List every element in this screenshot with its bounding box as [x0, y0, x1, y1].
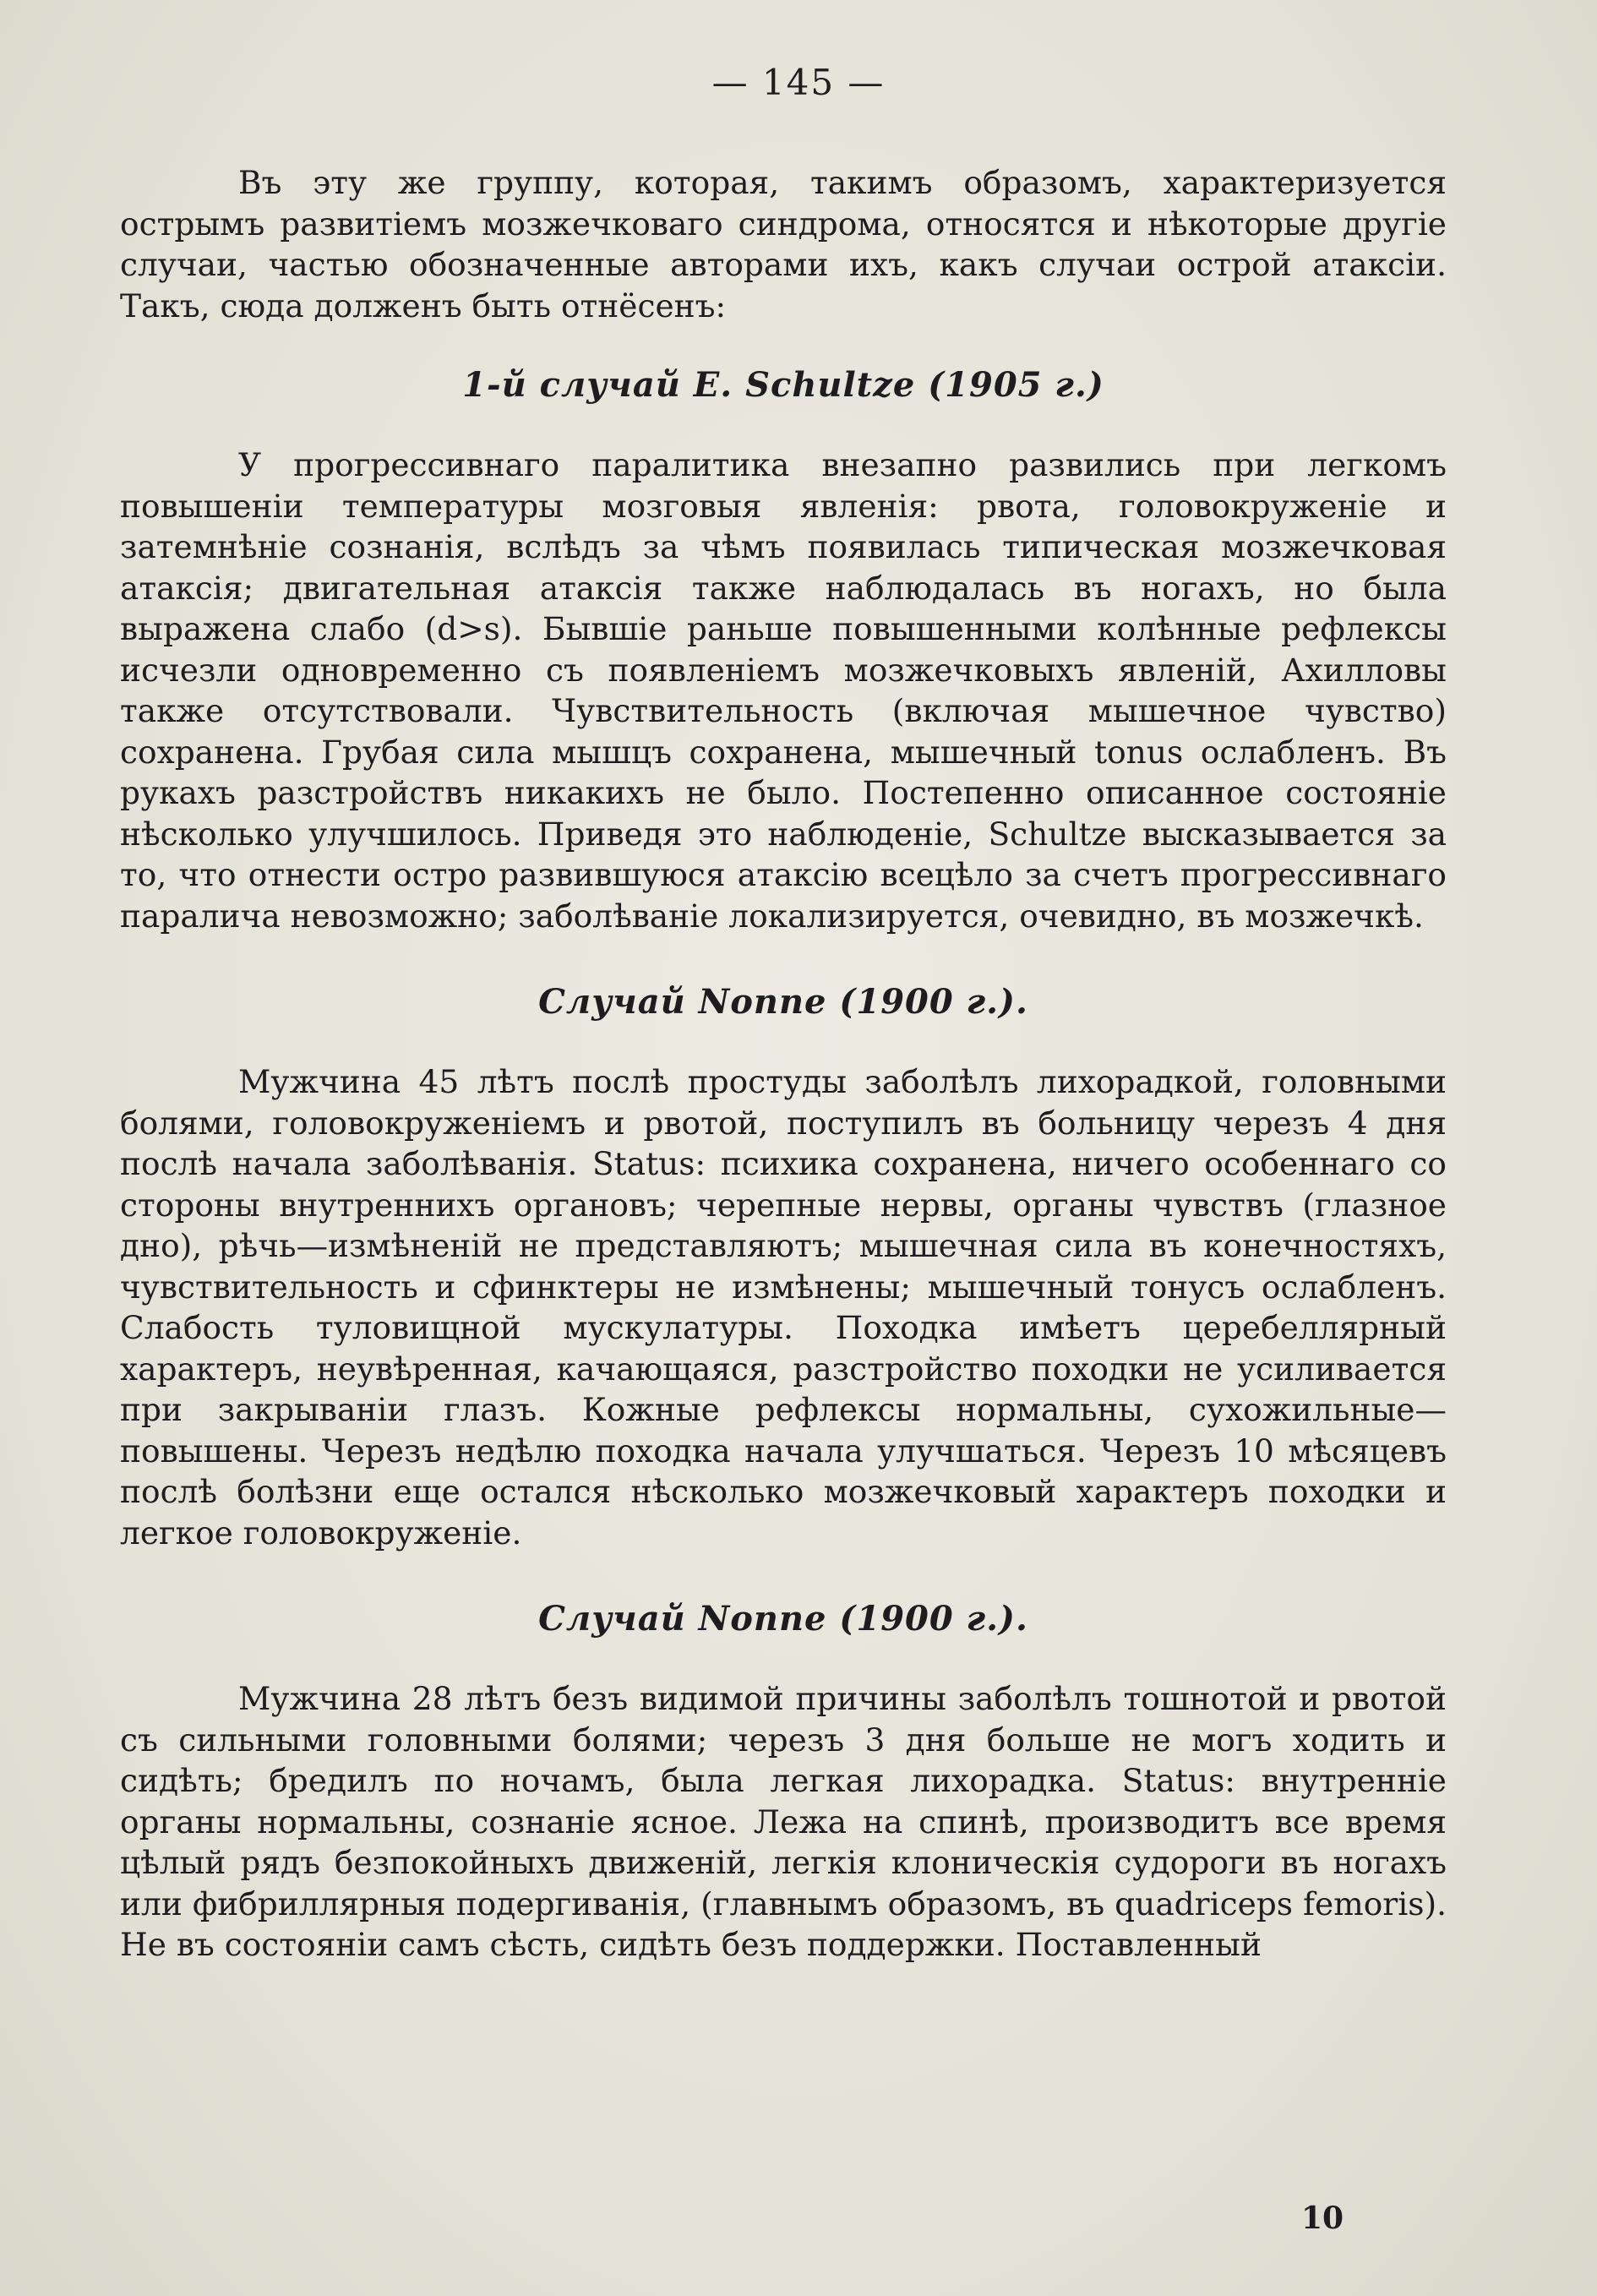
- case-heading-schultze: 1-й случай E. Schultze (1905 г.): [462, 365, 1104, 405]
- case-text-nonne-1: Мужчина 45 лѣтъ послѣ простуды заболѣлъ лихорадкой, головными болями, головокруженіемъ и рвотой, поступилъ въ больницу черезъ 4 дня послѣ начала заболѣванія. Status: психика сохранена, ничего особеннаго со стороны внутреннихъ органовъ; черепные нервы, органы чувствъ (глазное дно), рѣчь—измѣненій не представляютъ; мышечная сила въ конечностяхъ, чувствительность и сфинктеры не измѣнены; мышечный тонусъ ослабленъ. Слабость туловищной мускулатуры. Походка имѣетъ церебеллярный характеръ, неувѣренная, качающаяся, разстройство походки не усиливается при закрываніи глазъ. Кожные рефлексы нормальны, сухожильные—повышены. Черезъ недѣлю походка начала улучшаться. Черезъ 10 мѣсяцевъ послѣ болѣзни еще остался нѣсколько мозжечковый характеръ походки и легкое головокруженіе.: [120, 1063, 1447, 1552]
- case-text-nonne-2: Мужчина 28 лѣтъ безъ видимой причины заболѣлъ тошнотой и рвотой съ сильными головными болями; черезъ 3 дня больше не могъ ходить и сидѣть; бредилъ по ночамъ, была легкая лихорадка. Status: внутренніе органы нормальны, сознаніе ясное. Лежа на спинѣ, производитъ все время цѣлый рядъ безпокойныхъ движеній, легкія клоническія судороги въ ногахъ или фибриллярныя подергиванія, (главнымъ образомъ, въ quadriceps femoris). Не въ состояніи самъ сѣсть, сидѣть безъ поддержки. Поставленный: [120, 1680, 1447, 1963]
- page-body: [120, 162, 1447, 1966]
- case-heading-nonne-1: Случай Nonne (1900 г.).: [538, 982, 1028, 1022]
- page-number: — 145 —: [711, 62, 886, 103]
- signature-mark: 10: [1301, 2201, 1344, 2236]
- case-heading-nonne-2: Случай Nonne (1900 г.).: [538, 1599, 1028, 1639]
- intro-paragraph: Въ эту же группу, которая, такимъ образомъ, характеризуется острымъ развитіемъ мозжечковаго синдрома, относятся и нѣкоторые другіе случаи, частью обозначенные авторами ихъ, какъ случаи острой атаксіи. Такъ, сюда долженъ быть отнёсенъ:: [120, 164, 1447, 324]
- case-text-schultze: У прогрессивнаго паралитика внезапно развились при легкомъ повышеніи температуры мозговыя явленія: рвота, головокруженіе и затемнѣніе сознанія, вслѣдъ за чѣмъ появилась типическая мозжечковая атаксія; двигательная атаксія также наблюдалась въ ногахъ, но была выражена слабо (d>s). Бывшіе раньше повышенными колѣнные рефлексы исчезли одновременно съ появленіемъ мозжечковыхъ явленій, Ахилловы также отсутствовали. Чувствительность (включая мышечное чувство) сохранена. Грубая сила мышцъ сохранена, мышечный tonus ослабленъ. Въ рукахъ разстройствъ никакихъ не было. Постепенно описанное состояніе нѣсколько улучшилось. Приведя это наблюденіе, Schultze высказывается за то, что отнести остро развившуюся атаксію всецѣло за счетъ прогрессивнаго паралича невозможно; заболѣваніе локализируется, очевидно, въ мозжечкѣ.: [120, 446, 1447, 935]
